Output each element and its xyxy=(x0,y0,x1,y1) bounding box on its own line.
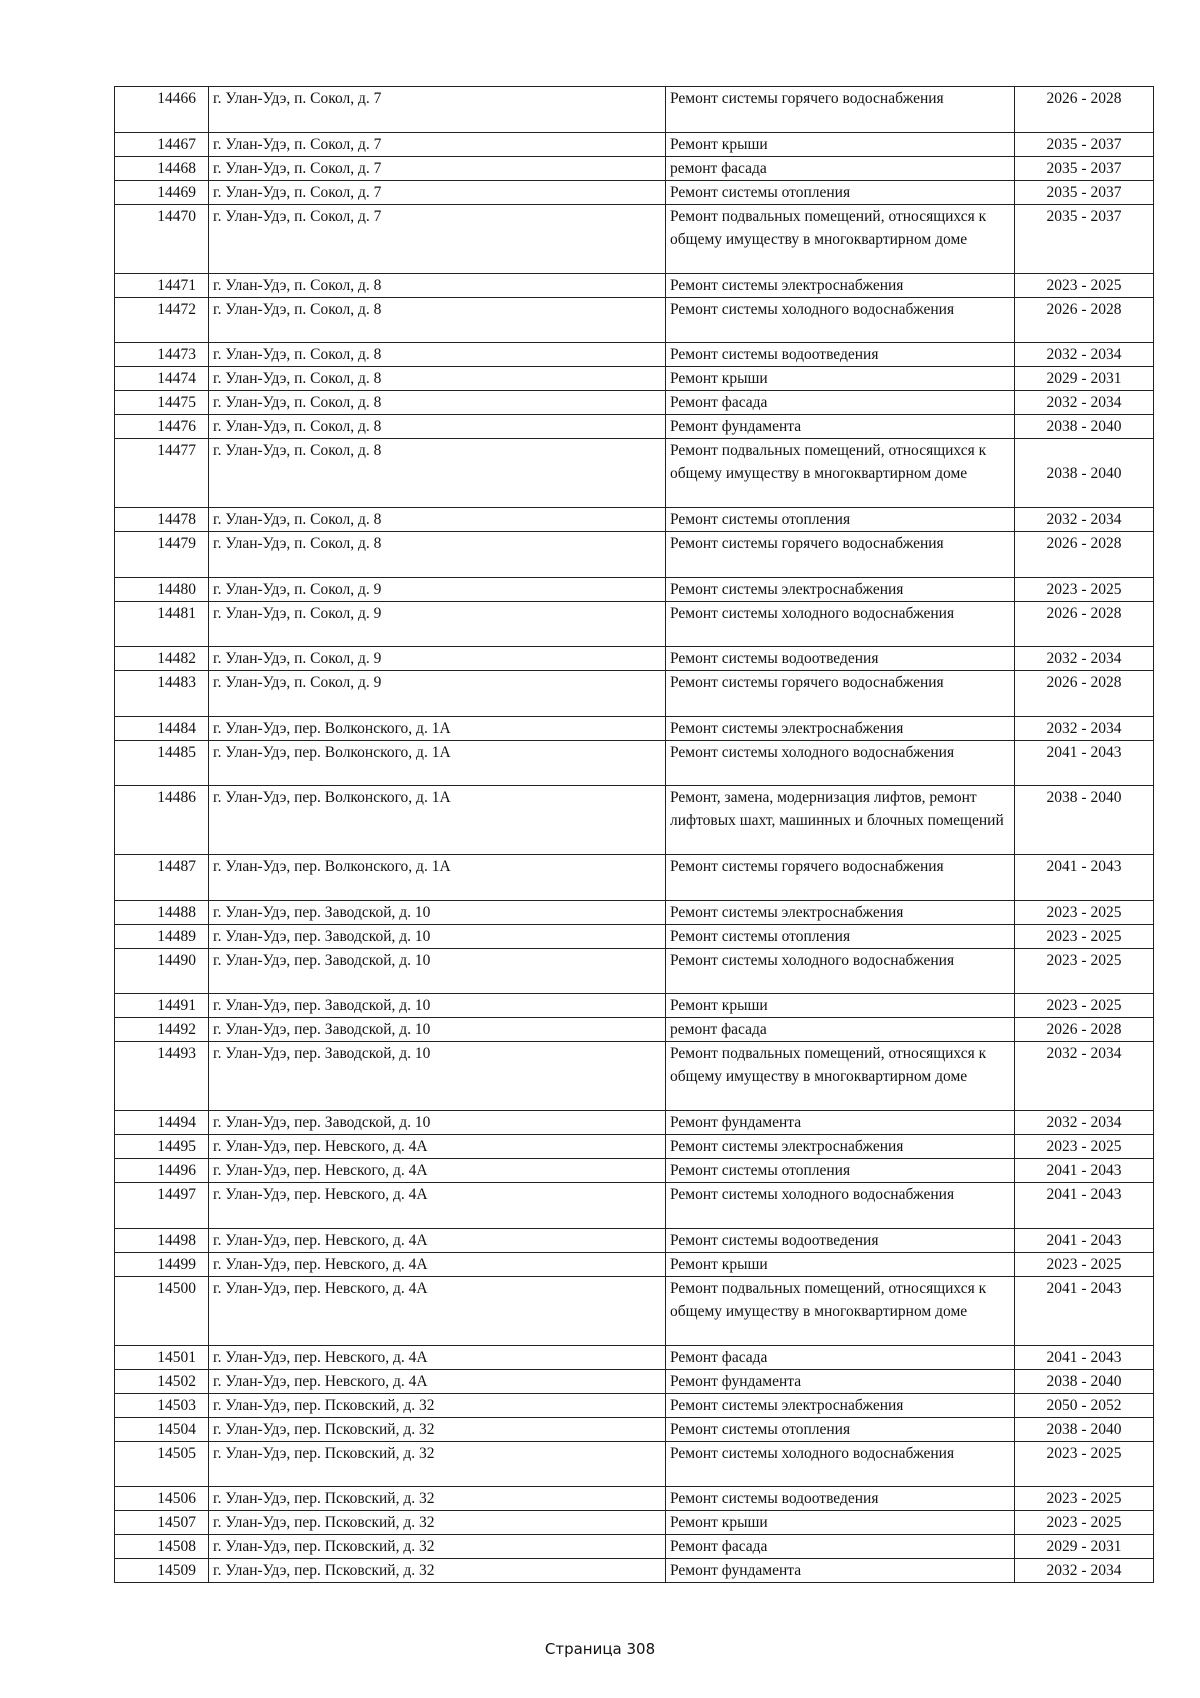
row-address: г. Улан-Удэ, п. Сокол, д. 8 xyxy=(209,508,666,532)
row-address: г. Улан-Удэ, пер. Псковский, д. 32 xyxy=(209,1487,666,1511)
table-row xyxy=(115,924,1154,948)
row-work-type: Ремонт фундамента xyxy=(666,1559,1015,1583)
row-period: 2041 - 2043 xyxy=(1015,1159,1154,1183)
row-number: 14493 xyxy=(115,1042,209,1111)
row-work-type: Ремонт крыши xyxy=(666,132,1015,156)
row-work-type: Ремонт системы отопления xyxy=(666,508,1015,532)
table-row xyxy=(115,647,1154,671)
row-period: 2041 - 2043 xyxy=(1015,1228,1154,1252)
table-body xyxy=(115,87,1154,1583)
row-work-type: Ремонт фундамента xyxy=(666,1369,1015,1393)
table-row xyxy=(115,1252,1154,1276)
row-period: 2038 - 2040 xyxy=(1015,439,1154,508)
row-address: г. Улан-Удэ, п. Сокол, д. 9 xyxy=(209,647,666,671)
row-address: г. Улан-Удэ, пер. Невского, д. 4А xyxy=(209,1228,666,1252)
repair-schedule-table xyxy=(114,86,1154,1583)
row-number: 14505 xyxy=(115,1441,209,1487)
row-address: г. Улан-Удэ, пер. Заводской, д. 10 xyxy=(209,900,666,924)
row-work-type: Ремонт системы холодного водоснабжения xyxy=(666,948,1015,994)
row-work-type: Ремонт крыши xyxy=(666,994,1015,1018)
row-period: 2038 - 2040 xyxy=(1015,415,1154,439)
row-address: г. Улан-Удэ, п. Сокол, д. 7 xyxy=(209,204,666,273)
row-address: г. Улан-Удэ, п. Сокол, д. 8 xyxy=(209,415,666,439)
row-work-type: Ремонт подвальных помещений, относящихся к общему имуществу в многоквартирном доме xyxy=(666,1276,1015,1345)
row-number: 14474 xyxy=(115,367,209,391)
row-number: 14495 xyxy=(115,1135,209,1159)
row-period: 2026 - 2028 xyxy=(1015,297,1154,343)
row-work-type: Ремонт системы горячего водоснабжения xyxy=(666,87,1015,133)
row-work-type: Ремонт фундамента xyxy=(666,415,1015,439)
table-row xyxy=(115,1369,1154,1393)
row-address: г. Улан-Удэ, пер. Невского, д. 4А xyxy=(209,1369,666,1393)
row-period: 2023 - 2025 xyxy=(1015,1135,1154,1159)
row-address: г. Улан-Удэ, п. Сокол, д. 9 xyxy=(209,577,666,601)
row-period: 2032 - 2034 xyxy=(1015,1042,1154,1111)
row-address: г. Улан-Удэ, пер. Псковский, д. 32 xyxy=(209,1559,666,1583)
row-period: 2032 - 2034 xyxy=(1015,1559,1154,1583)
row-number: 14496 xyxy=(115,1159,209,1183)
row-number: 14475 xyxy=(115,391,209,415)
row-work-type: Ремонт, замена, модернизация лифтов, ремонт лифтовых шахт, машинных и блочных помещений xyxy=(666,786,1015,855)
row-number: 14501 xyxy=(115,1345,209,1369)
row-number: 14509 xyxy=(115,1559,209,1583)
row-work-type: Ремонт подвальных помещений, относящихся к общему имуществу в многоквартирном доме xyxy=(666,439,1015,508)
row-work-type: Ремонт крыши xyxy=(666,367,1015,391)
table-row xyxy=(115,180,1154,204)
row-period: 2029 - 2031 xyxy=(1015,367,1154,391)
table-row xyxy=(115,1559,1154,1583)
row-address: г. Улан-Удэ, пер. Волконского, д. 1А xyxy=(209,786,666,855)
table-row xyxy=(115,1135,1154,1159)
row-number: 14483 xyxy=(115,671,209,717)
table-row xyxy=(115,994,1154,1018)
row-period: 2023 - 2025 xyxy=(1015,924,1154,948)
row-number: 14508 xyxy=(115,1535,209,1559)
table-row xyxy=(115,1441,1154,1487)
row-address: г. Улан-Удэ, пер. Невского, д. 4А xyxy=(209,1252,666,1276)
row-period: 2023 - 2025 xyxy=(1015,1511,1154,1535)
table-row xyxy=(115,1228,1154,1252)
row-number: 14497 xyxy=(115,1183,209,1229)
row-period: 2023 - 2025 xyxy=(1015,900,1154,924)
row-work-type: Ремонт системы электроснабжения xyxy=(666,900,1015,924)
row-address: г. Улан-Удэ, п. Сокол, д. 7 xyxy=(209,156,666,180)
row-period: 2032 - 2034 xyxy=(1015,343,1154,367)
row-address: г. Улан-Удэ, пер. Заводской, д. 10 xyxy=(209,1111,666,1135)
row-address: г. Улан-Удэ, пер. Заводской, д. 10 xyxy=(209,994,666,1018)
row-number: 14504 xyxy=(115,1417,209,1441)
row-period: 2032 - 2034 xyxy=(1015,647,1154,671)
table-row xyxy=(115,367,1154,391)
row-number: 14473 xyxy=(115,343,209,367)
row-period: 2041 - 2043 xyxy=(1015,1276,1154,1345)
row-address: г. Улан-Удэ, п. Сокол, д. 8 xyxy=(209,439,666,508)
row-period: 2032 - 2034 xyxy=(1015,508,1154,532)
table-row xyxy=(115,1535,1154,1559)
row-work-type: Ремонт системы электроснабжения xyxy=(666,716,1015,740)
row-period: 2023 - 2025 xyxy=(1015,994,1154,1018)
row-number: 14467 xyxy=(115,132,209,156)
row-work-type: Ремонт системы холодного водоснабжения xyxy=(666,601,1015,647)
table-row xyxy=(115,439,1154,508)
table-row xyxy=(115,204,1154,273)
table-row xyxy=(115,948,1154,994)
row-period: 2035 - 2037 xyxy=(1015,180,1154,204)
table-row xyxy=(115,740,1154,786)
row-number: 14482 xyxy=(115,647,209,671)
table-row xyxy=(115,87,1154,133)
table-row xyxy=(115,671,1154,717)
row-work-type: Ремонт системы холодного водоснабжения xyxy=(666,1183,1015,1229)
table-row xyxy=(115,532,1154,578)
row-number: 14498 xyxy=(115,1228,209,1252)
row-period: 2026 - 2028 xyxy=(1015,1018,1154,1042)
row-period: 2041 - 2043 xyxy=(1015,1183,1154,1229)
row-work-type: Ремонт системы электроснабжения xyxy=(666,1135,1015,1159)
row-work-type: ремонт фасада xyxy=(666,156,1015,180)
row-work-type: Ремонт системы электроснабжения xyxy=(666,273,1015,297)
row-work-type: ремонт фасада xyxy=(666,1018,1015,1042)
row-work-type: Ремонт системы отопления xyxy=(666,1159,1015,1183)
row-number: 14488 xyxy=(115,900,209,924)
row-period: 2050 - 2052 xyxy=(1015,1393,1154,1417)
table-row xyxy=(115,273,1154,297)
table-row xyxy=(115,297,1154,343)
table-row xyxy=(115,1018,1154,1042)
table-row xyxy=(115,132,1154,156)
row-number: 14503 xyxy=(115,1393,209,1417)
row-work-type: Ремонт подвальных помещений, относящихся к общему имуществу в многоквартирном доме xyxy=(666,1042,1015,1111)
row-number: 14470 xyxy=(115,204,209,273)
row-address: г. Улан-Удэ, пер. Псковский, д. 32 xyxy=(209,1393,666,1417)
row-number: 14469 xyxy=(115,180,209,204)
table-row xyxy=(115,508,1154,532)
row-work-type: Ремонт системы отопления xyxy=(666,1417,1015,1441)
table-row xyxy=(115,1511,1154,1535)
row-number: 14487 xyxy=(115,855,209,901)
row-period: 2035 - 2037 xyxy=(1015,132,1154,156)
row-number: 14479 xyxy=(115,532,209,578)
row-address: г. Улан-Удэ, п. Сокол, д. 8 xyxy=(209,343,666,367)
row-number: 14500 xyxy=(115,1276,209,1345)
row-work-type: Ремонт системы электроснабжения xyxy=(666,1393,1015,1417)
table-row xyxy=(115,900,1154,924)
row-number: 14480 xyxy=(115,577,209,601)
row-period: 2035 - 2037 xyxy=(1015,156,1154,180)
row-number: 14468 xyxy=(115,156,209,180)
row-number: 14481 xyxy=(115,601,209,647)
row-period: 2026 - 2028 xyxy=(1015,532,1154,578)
row-address: г. Улан-Удэ, пер. Невского, д. 4А xyxy=(209,1345,666,1369)
row-work-type: Ремонт системы электроснабжения xyxy=(666,577,1015,601)
row-number: 14466 xyxy=(115,87,209,133)
row-work-type: Ремонт крыши xyxy=(666,1252,1015,1276)
table-row xyxy=(115,786,1154,855)
row-address: г. Улан-Удэ, п. Сокол, д. 8 xyxy=(209,367,666,391)
row-address: г. Улан-Удэ, пер. Псковский, д. 32 xyxy=(209,1535,666,1559)
row-address: г. Улан-Удэ, пер. Волконского, д. 1А xyxy=(209,716,666,740)
row-address: г. Улан-Удэ, п. Сокол, д. 9 xyxy=(209,671,666,717)
row-number: 14492 xyxy=(115,1018,209,1042)
row-address: г. Улан-Удэ, пер. Волконского, д. 1А xyxy=(209,740,666,786)
row-work-type: Ремонт системы водоотведения xyxy=(666,1487,1015,1511)
row-address: г. Улан-Удэ, п. Сокол, д. 8 xyxy=(209,273,666,297)
table-row xyxy=(115,1276,1154,1345)
row-period: 2032 - 2034 xyxy=(1015,391,1154,415)
row-period: 2041 - 2043 xyxy=(1015,1345,1154,1369)
row-address: г. Улан-Удэ, пер. Невского, д. 4А xyxy=(209,1135,666,1159)
row-period: 2026 - 2028 xyxy=(1015,601,1154,647)
row-period: 2023 - 2025 xyxy=(1015,948,1154,994)
table-row xyxy=(115,391,1154,415)
row-address: г. Улан-Удэ, п. Сокол, д. 8 xyxy=(209,297,666,343)
row-number: 14490 xyxy=(115,948,209,994)
table-row xyxy=(115,716,1154,740)
row-period: 2032 - 2034 xyxy=(1015,1111,1154,1135)
row-number: 14471 xyxy=(115,273,209,297)
row-period: 2023 - 2025 xyxy=(1015,1252,1154,1276)
table-row xyxy=(115,1393,1154,1417)
row-work-type: Ремонт фасада xyxy=(666,1345,1015,1369)
row-address: г. Улан-Удэ, пер. Заводской, д. 10 xyxy=(209,1042,666,1111)
row-period: 2038 - 2040 xyxy=(1015,1417,1154,1441)
row-number: 14506 xyxy=(115,1487,209,1511)
row-period: 2041 - 2043 xyxy=(1015,855,1154,901)
row-number: 14489 xyxy=(115,924,209,948)
table-row xyxy=(115,415,1154,439)
row-work-type: Ремонт системы горячего водоснабжения xyxy=(666,855,1015,901)
table-row xyxy=(115,1345,1154,1369)
row-address: г. Улан-Удэ, пер. Заводской, д. 10 xyxy=(209,948,666,994)
table-row xyxy=(115,156,1154,180)
row-period: 2029 - 2031 xyxy=(1015,1535,1154,1559)
row-address: г. Улан-Удэ, пер. Невского, д. 4А xyxy=(209,1159,666,1183)
row-address: г. Улан-Удэ, пер. Невского, д. 4А xyxy=(209,1183,666,1229)
row-address: г. Улан-Удэ, пер. Заводской, д. 10 xyxy=(209,1018,666,1042)
row-number: 14484 xyxy=(115,716,209,740)
row-address: г. Улан-Удэ, п. Сокол, д. 7 xyxy=(209,180,666,204)
table-row xyxy=(115,855,1154,901)
row-address: г. Улан-Удэ, п. Сокол, д. 8 xyxy=(209,532,666,578)
row-address: г. Улан-Удэ, пер. Волконского, д. 1А xyxy=(209,855,666,901)
row-address: г. Улан-Удэ, пер. Псковский, д. 32 xyxy=(209,1417,666,1441)
row-period: 2023 - 2025 xyxy=(1015,577,1154,601)
row-address: г. Улан-Удэ, пер. Псковский, д. 32 xyxy=(209,1441,666,1487)
row-number: 14472 xyxy=(115,297,209,343)
table-row xyxy=(115,1111,1154,1135)
row-period: 2023 - 2025 xyxy=(1015,1487,1154,1511)
row-work-type: Ремонт системы горячего водоснабжения xyxy=(666,532,1015,578)
row-address: г. Улан-Удэ, пер. Заводской, д. 10 xyxy=(209,924,666,948)
row-number: 14491 xyxy=(115,994,209,1018)
row-work-type: Ремонт фасада xyxy=(666,1535,1015,1559)
row-period: 2026 - 2028 xyxy=(1015,671,1154,717)
row-work-type: Ремонт системы холодного водоснабжения xyxy=(666,1441,1015,1487)
row-number: 14499 xyxy=(115,1252,209,1276)
row-number: 14485 xyxy=(115,740,209,786)
row-period: 2023 - 2025 xyxy=(1015,273,1154,297)
table-row xyxy=(115,1183,1154,1229)
table-row xyxy=(115,1159,1154,1183)
table-row xyxy=(115,343,1154,367)
row-number: 14507 xyxy=(115,1511,209,1535)
row-address: г. Улан-Удэ, пер. Псковский, д. 32 xyxy=(209,1511,666,1535)
row-number: 14486 xyxy=(115,786,209,855)
row-number: 14477 xyxy=(115,439,209,508)
row-work-type: Ремонт системы отопления xyxy=(666,924,1015,948)
row-period: 2038 - 2040 xyxy=(1015,786,1154,855)
row-period: 2041 - 2043 xyxy=(1015,740,1154,786)
row-number: 14494 xyxy=(115,1111,209,1135)
row-work-type: Ремонт подвальных помещений, относящихся к общему имуществу в многоквартирном доме xyxy=(666,204,1015,273)
row-work-type: Ремонт системы водоотведения xyxy=(666,647,1015,671)
row-work-type: Ремонт системы горячего водоснабжения xyxy=(666,671,1015,717)
row-work-type: Ремонт системы холодного водоснабжения xyxy=(666,740,1015,786)
table-row xyxy=(115,1487,1154,1511)
row-number: 14476 xyxy=(115,415,209,439)
page-number: Страница 308 xyxy=(544,1640,656,1658)
table-row xyxy=(115,577,1154,601)
row-work-type: Ремонт системы холодного водоснабжения xyxy=(666,297,1015,343)
row-work-type: Ремонт системы отопления xyxy=(666,180,1015,204)
row-address: г. Улан-Удэ, п. Сокол, д. 7 xyxy=(209,87,666,133)
row-number: 14502 xyxy=(115,1369,209,1393)
row-work-type: Ремонт фасада xyxy=(666,391,1015,415)
row-work-type: Ремонт крыши xyxy=(666,1511,1015,1535)
row-period: 2035 - 2037 xyxy=(1015,204,1154,273)
table-row xyxy=(115,1042,1154,1111)
row-address: г. Улан-Удэ, п. Сокол, д. 7 xyxy=(209,132,666,156)
row-number: 14478 xyxy=(115,508,209,532)
row-address: г. Улан-Удэ, п. Сокол, д. 9 xyxy=(209,601,666,647)
row-period: 2032 - 2034 xyxy=(1015,716,1154,740)
row-period: 2026 - 2028 xyxy=(1015,87,1154,133)
row-period: 2023 - 2025 xyxy=(1015,1441,1154,1487)
row-period: 2038 - 2040 xyxy=(1015,1369,1154,1393)
row-work-type: Ремонт фундамента xyxy=(666,1111,1015,1135)
table-row xyxy=(115,601,1154,647)
row-work-type: Ремонт системы водоотведения xyxy=(666,1228,1015,1252)
row-address: г. Улан-Удэ, п. Сокол, д. 8 xyxy=(209,391,666,415)
row-address: г. Улан-Удэ, пер. Невского, д. 4А xyxy=(209,1276,666,1345)
row-work-type: Ремонт системы водоотведения xyxy=(666,343,1015,367)
table-row xyxy=(115,1417,1154,1441)
